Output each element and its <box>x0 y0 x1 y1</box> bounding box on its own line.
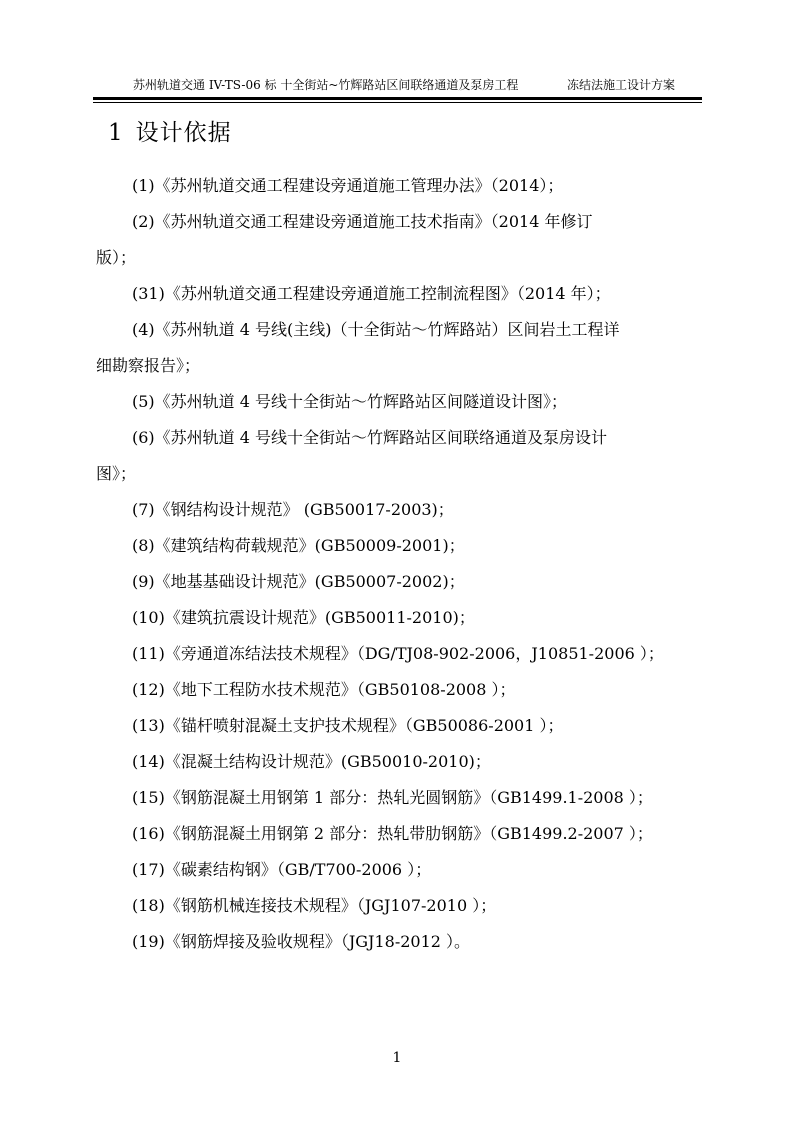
reference-item <box>96 780 702 816</box>
reference-text: (10)《建筑抗震设计规范》(GB50011-2010)； <box>132 608 475 627</box>
section-heading <box>108 116 232 150</box>
reference-text: (5)《苏州轨道 4 号线十全街站～竹辉路站区间隧道设计图》； <box>132 392 568 411</box>
reference-text-continued: 细勘察报告》； <box>96 356 201 375</box>
reference-text: (8)《建筑结构荷载规范》(GB50009-2001)； <box>132 536 465 555</box>
reference-text: (18)《钢筋机械连接技术规程》（JGJ107-2010 ）； <box>132 896 497 915</box>
reference-text: (16)《钢筋混凝土用钢第 2 部分：热轧带肋钢筋》（GB1499.2-2007 ）； <box>132 824 653 843</box>
reference-item <box>96 384 702 420</box>
page-header <box>93 76 702 94</box>
reference-item <box>96 816 702 852</box>
reference-item <box>96 168 702 204</box>
reference-text: (6)《苏州轨道 4 号线十全街站～竹辉路站区间联络通道及泵房设计 <box>132 428 608 447</box>
page-number: 1 <box>392 1050 402 1066</box>
reference-text: (11)《旁通道冻结法技术规程》（DG/TJ08-902-2006，J10851-2006 ）； <box>132 644 664 663</box>
reference-item <box>96 528 702 564</box>
reference-item <box>96 564 702 600</box>
reference-text: (7)《钢结构设计规范》 (GB50017-2003)； <box>132 500 454 519</box>
reference-text: (17)《碳素结构钢》（GB/T700-2006 ）； <box>132 860 432 879</box>
reference-item <box>96 420 702 492</box>
reference-text: (15)《钢筋混凝土用钢第 1 部分：热轧光圆钢筋》（GB1499.1-2008 ）； <box>132 788 653 807</box>
reference-item <box>96 708 702 744</box>
header-rule-thin <box>93 102 702 103</box>
section-title: 设计依据 <box>135 120 232 146</box>
reference-text: (19)《钢筋焊接及验收规程》（JGJ18-2012 ）。 <box>132 932 471 951</box>
reference-item <box>96 888 702 924</box>
header-rule-thick <box>93 97 702 100</box>
reference-item <box>96 204 702 276</box>
reference-item <box>96 636 702 672</box>
reference-item <box>96 600 702 636</box>
reference-item <box>96 276 702 312</box>
reference-text: (12)《地下工程防水技术规范》（GB50108-2008 ）； <box>132 680 516 699</box>
reference-item <box>96 852 702 888</box>
header-document-title: 冻结法施工设计方案 <box>567 78 676 92</box>
reference-text: (31)《苏州轨道交通工程建设旁通道施工控制流程图》（2014 年）； <box>132 284 611 303</box>
reference-item <box>96 744 702 780</box>
header-project-title: 苏州轨道交通 IV-TS-06 标 十全街站~竹辉路站区间联络通道及泵房工程 <box>133 78 519 92</box>
section-number: 1 <box>108 120 124 146</box>
reference-item <box>96 312 702 384</box>
reference-text-continued: 图》； <box>96 464 137 483</box>
reference-text-continued: 版）； <box>96 248 137 267</box>
reference-item <box>96 492 702 528</box>
reference-text: (14)《混凝土结构设计规范》(GB50010-2010)； <box>132 752 491 771</box>
reference-text: (4)《苏州轨道 4 号线(主线)（十全街站～竹辉路站）区间岩土工程详 <box>132 320 620 339</box>
reference-item <box>96 924 702 960</box>
reference-text: (13)《锚杆喷射混凝土支护技术规程》（GB50086-2001 ）； <box>132 716 564 735</box>
reference-text: (9)《地基基础设计规范》(GB50007-2002)； <box>132 572 465 591</box>
reference-text: (1)《苏州轨道交通工程建设旁通道施工管理办法》（2014）； <box>132 176 564 195</box>
reference-text: (2)《苏州轨道交通工程建设旁通道施工技术指南》（2014 年修订 <box>132 212 593 231</box>
reference-item <box>96 672 702 708</box>
